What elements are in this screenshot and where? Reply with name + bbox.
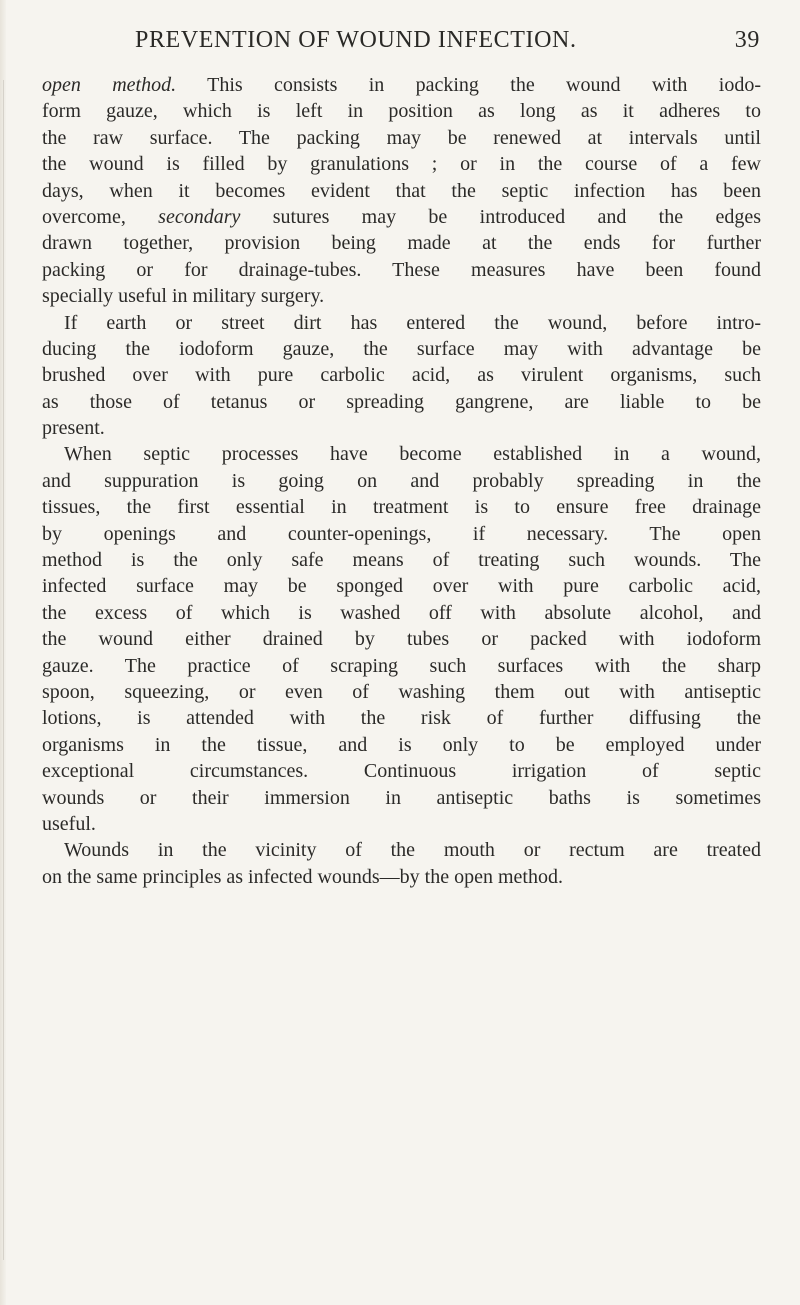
paragraph [42, 441, 761, 837]
text-segment: method is the only safe means of treating such wounds. The [42, 549, 761, 572]
text-segment: drawn together, provision being made at the ends for further [42, 232, 761, 255]
text-segment: form gauze, which is left in position as long as it adheres to [42, 100, 761, 123]
text-line [42, 837, 761, 863]
text-segment: spoon, squeezing, or even of washing them out with antiseptic [42, 680, 761, 703]
text-segment: wounds or their immersion in antiseptic baths is sometimes [42, 786, 761, 809]
text-line [42, 811, 761, 837]
text-segment: infected surface may be sponged over with pure carbolic acid, [42, 575, 761, 598]
text-segment: exceptional circumstances. Continuous irrigation of septic [42, 760, 761, 783]
text-line [42, 362, 761, 388]
text-line [42, 441, 761, 467]
text-segment: Wounds in the vicinity of the mouth or rectum are treated [64, 839, 761, 862]
text-line [42, 679, 761, 705]
text-segment: brushed over with pure carbolic acid, as virulent organisms, such [42, 364, 761, 387]
text-segment: ducing the iodoform gauze, the surface may with advantage be [42, 337, 761, 360]
text-segment: When septic processes have become established in a wound, [64, 443, 761, 466]
text-line [42, 468, 761, 494]
text-line [42, 785, 761, 811]
body-text [42, 72, 761, 890]
paragraph [42, 310, 761, 442]
text-line [42, 626, 761, 652]
text-segment: This consists in packing the wound with iodo- [176, 74, 761, 96]
text-segment: present. [42, 417, 105, 440]
text-segment: If earth or street dirt has entered the wound, before intro- [64, 311, 761, 334]
text-segment: the wound either drained by tubes or packed with iodoform [42, 628, 761, 651]
italic-text: open method. [42, 74, 177, 96]
text-segment: lotions, is attended with the risk of further diffusing the [42, 707, 761, 730]
text-segment: the wound is filled by granulations ; or in the course of a few [42, 153, 761, 176]
text-segment: the raw surface. The packing may be renewed at intervals until [42, 126, 761, 149]
text-line [42, 72, 761, 98]
text-segment: on the same principles as infected wounds—by the open method. [42, 865, 563, 888]
text-line [42, 230, 761, 256]
text-line [42, 204, 761, 230]
text-segment: sutures may be introduced and the edges [240, 205, 761, 228]
running-title: PREVENTION OF WOUND INFECTION. [135, 27, 577, 53]
paragraph [42, 837, 761, 890]
text-line [42, 125, 761, 151]
text-segment: as those of tetanus or spreading gangrene, are liable to be [42, 390, 761, 413]
text-line [42, 178, 761, 204]
text-line [42, 310, 761, 336]
text-line [42, 389, 761, 415]
text-line [42, 758, 761, 784]
text-line [42, 653, 761, 679]
text-segment: useful. [42, 812, 96, 835]
text-line [42, 98, 761, 124]
text-line [42, 336, 761, 362]
text-segment: gauze. The practice of scraping such surfaces with the sharp [42, 654, 761, 677]
text-segment: packing or for drainage-tubes. These measures have been found [42, 258, 761, 281]
text-segment: by openings and counter-openings, if necessary. The open [42, 522, 761, 545]
text-segment: days, when it becomes evident that the septic infection has been [42, 179, 761, 202]
text-segment: organisms in the tissue, and is only to be employed under [42, 733, 761, 756]
paragraph [42, 72, 761, 310]
binding-shadow-line [3, 80, 4, 1260]
text-line [42, 151, 761, 177]
text-line [42, 521, 761, 547]
text-segment: overcome, [42, 205, 159, 228]
running-head [135, 27, 760, 55]
text-line [42, 573, 761, 599]
text-segment: specially useful in military surgery. [42, 285, 325, 308]
text-segment: the excess of which is washed off with absolute alcohol, and [42, 601, 761, 624]
text-line [42, 732, 761, 758]
text-segment: and suppuration is going on and probably spreading in the [42, 469, 761, 492]
text-line [42, 600, 761, 626]
text-line [42, 415, 761, 441]
text-line [42, 705, 761, 731]
text-segment: tissues, the first essential in treatment is to ensure free drainage [42, 496, 761, 519]
text-line [42, 864, 761, 890]
italic-text: secondary [158, 205, 241, 228]
text-line [42, 547, 761, 573]
page-number: 39 [734, 27, 760, 53]
text-line [42, 494, 761, 520]
text-line [42, 283, 761, 309]
text-line [42, 257, 761, 283]
